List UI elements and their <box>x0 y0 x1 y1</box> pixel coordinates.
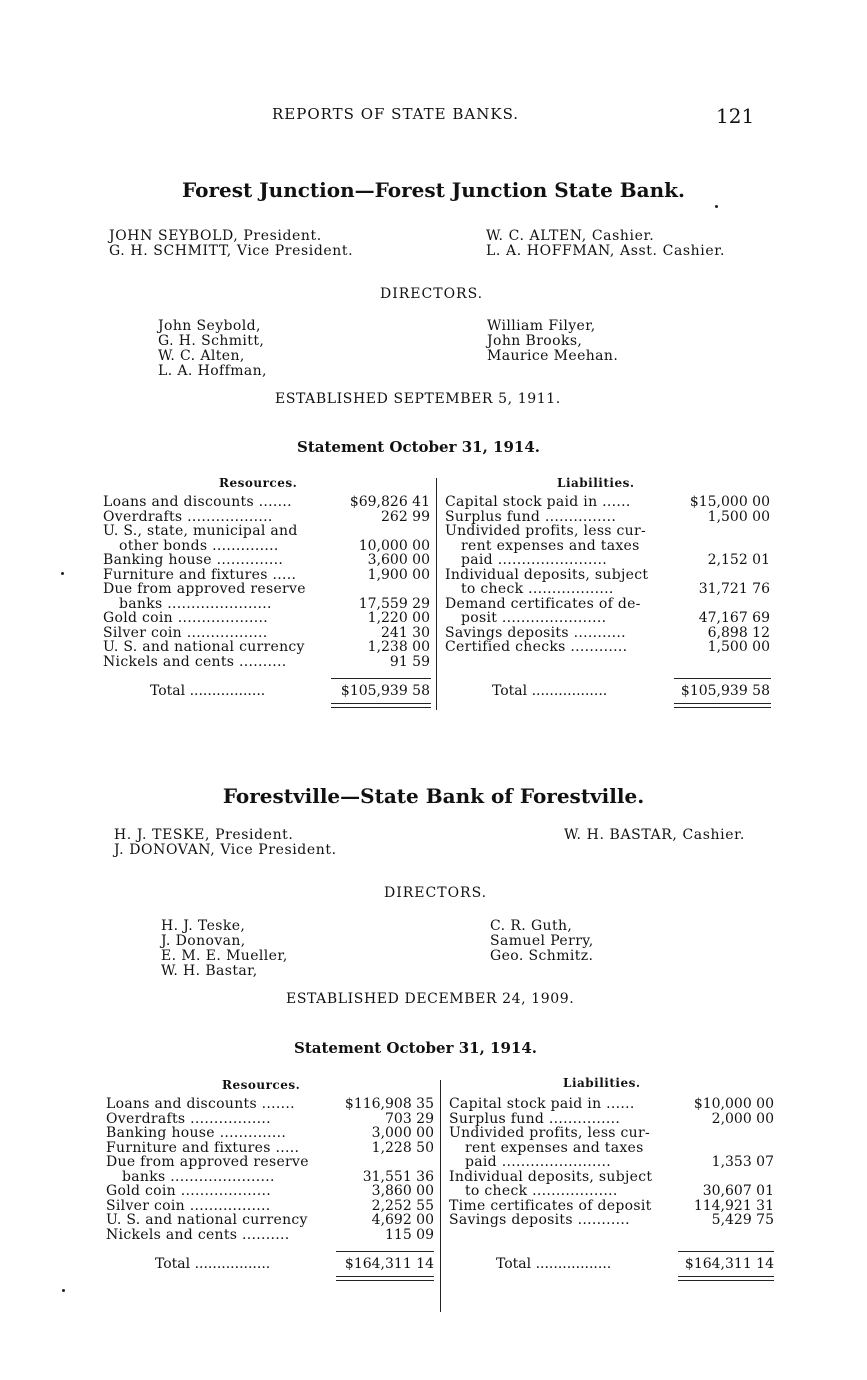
liabilities-list <box>445 495 770 655</box>
line-item-label: rent expenses and taxes <box>465 1139 644 1156</box>
liability-row <box>445 539 770 554</box>
liabilities-total: $164,311 14 <box>684 1256 774 1272</box>
line-item-amount: 1,900 00 <box>367 566 430 583</box>
double-rule <box>678 1276 774 1277</box>
bank-title: Forest Junction—Forest Junction State Bank. <box>182 178 685 202</box>
resource-row <box>106 1126 434 1141</box>
line-item-amount: 17,559 29 <box>358 595 430 612</box>
line-item-amount: 1,500 00 <box>707 508 770 525</box>
resources-total: $164,311 14 <box>344 1256 434 1272</box>
resource-row <box>103 568 430 583</box>
resource-row <box>103 597 430 612</box>
running-title: REPORTS OF STATE BANKS. <box>272 105 520 123</box>
line-item-amount: 2,000 00 <box>711 1110 774 1127</box>
subtotal-rule <box>678 1251 774 1252</box>
resource-row <box>106 1199 434 1214</box>
double-rule <box>336 1276 434 1277</box>
line-item-amount: 1,238 00 <box>367 639 430 655</box>
officer-vice-president: J. DONOVAN, Vice President. <box>114 842 337 858</box>
resources-total: $105,939 58 <box>340 683 430 699</box>
line-item-amount: 1,228 50 <box>371 1139 434 1156</box>
line-item-label: banks ...................... <box>122 1168 275 1185</box>
line-item-label: posit ...................... <box>461 610 607 626</box>
directors-heading: DIRECTORS. <box>380 286 484 302</box>
line-item-label: to check .................. <box>461 581 614 597</box>
resource-row <box>103 611 430 626</box>
line-item-label: Loans and discounts ....... <box>103 494 292 510</box>
officers-right <box>486 229 725 259</box>
liability-row <box>449 1199 774 1214</box>
column-divider <box>440 1080 441 1312</box>
line-item-amount: $116,908 35 <box>344 1096 434 1112</box>
line-item-label: Savings deposits ........... <box>445 624 626 641</box>
line-item-amount: 703 29 <box>385 1110 434 1127</box>
line-item-amount: 47,167 69 <box>698 610 770 626</box>
line-item-label: Overdrafts .................. <box>103 508 273 525</box>
director-name: C. R. Guth, <box>490 918 573 934</box>
resource-row <box>103 510 430 525</box>
line-item-label: other bonds .............. <box>119 537 279 554</box>
line-item-amount: 91 59 <box>389 653 430 670</box>
liability-row <box>445 553 770 568</box>
subtotal-rule <box>336 1251 434 1252</box>
line-item-label: U. S. and national currency <box>103 639 305 655</box>
liability-row <box>445 582 770 597</box>
line-item-label: Individual deposits, subject <box>445 566 649 583</box>
line-item-amount: 30,607 01 <box>702 1183 774 1199</box>
line-item-label: Loans and discounts ....... <box>106 1096 295 1112</box>
line-item-label: Nickels and cents .......... <box>103 653 287 670</box>
officers-right <box>564 828 745 843</box>
line-item-amount: 4,692 00 <box>371 1212 434 1228</box>
director-name: John Brooks, <box>487 333 583 349</box>
liabilities-list <box>449 1097 774 1228</box>
line-item-label: U. S. and national currency <box>106 1212 308 1228</box>
liability-row <box>449 1213 774 1228</box>
line-item-label: Savings deposits ........... <box>449 1212 630 1228</box>
director-name: G. H. Schmitt, <box>158 333 265 349</box>
director-name: Geo. Schmitz. <box>490 948 594 964</box>
resource-row <box>106 1155 434 1170</box>
resource-row <box>103 626 430 641</box>
line-item-label: banks ...................... <box>119 595 272 612</box>
line-item-label: Nickels and cents .......... <box>106 1226 290 1243</box>
directors-right <box>490 919 594 964</box>
double-rule <box>331 707 431 708</box>
line-item-amount: 115 09 <box>385 1226 434 1243</box>
line-item-amount: 3,600 00 <box>367 552 430 568</box>
line-item-label: Banking house .............. <box>106 1125 287 1141</box>
line-item-amount: 6,898 12 <box>707 624 770 641</box>
line-item-amount: 1,500 00 <box>707 639 770 655</box>
resource-row <box>103 640 430 655</box>
column-divider <box>436 478 437 710</box>
liability-row <box>449 1126 774 1141</box>
resources-total-label: Total ................. <box>150 683 266 699</box>
liability-row <box>449 1155 774 1170</box>
resources-list <box>103 495 430 669</box>
resource-row <box>103 553 430 568</box>
resource-row <box>106 1112 434 1127</box>
liability-row <box>445 524 770 539</box>
line-item-label: Time certificates of deposit <box>449 1197 652 1214</box>
line-item-label: Capital stock paid in ...... <box>449 1096 635 1112</box>
line-item-amount: 31,721 76 <box>698 581 770 597</box>
liability-row <box>445 626 770 641</box>
resource-row <box>103 539 430 554</box>
subtotal-rule <box>674 678 771 679</box>
officers-left <box>114 828 337 858</box>
line-item-label: Demand certificates of de- <box>445 595 641 612</box>
line-item-label: Individual deposits, subject <box>449 1168 653 1185</box>
line-item-label: Banking house .............. <box>103 552 284 568</box>
line-item-label: Certified checks ............ <box>445 639 628 655</box>
line-item-label: Surplus fund ............... <box>445 508 617 525</box>
print-speck <box>715 205 718 208</box>
double-rule <box>336 1280 434 1281</box>
line-item-label: Capital stock paid in ...... <box>445 494 631 510</box>
resources-total-label: Total ................. <box>155 1256 271 1272</box>
director-name: L. A. Hoffman, <box>158 363 267 379</box>
director-name: J. Donovan, <box>161 933 246 949</box>
officer-vice-president: G. H. SCHMITT, Vice President. <box>109 243 354 259</box>
liability-row <box>445 640 770 655</box>
director-name: Maurice Meehan. <box>487 348 619 364</box>
line-item-label: paid ....................... <box>465 1154 611 1170</box>
line-item-amount: 2,152 01 <box>707 552 770 568</box>
statement-title: Statement October 31, 1914. <box>297 438 541 456</box>
line-item-label: Silver coin ................. <box>103 624 268 641</box>
line-item-amount: 31,551 36 <box>362 1168 434 1185</box>
director-name: W. C. Alten, <box>158 348 245 364</box>
liability-row <box>449 1112 774 1127</box>
liability-row <box>449 1141 774 1156</box>
line-item-amount: 1,353 07 <box>711 1154 774 1170</box>
line-item-label: rent expenses and taxes <box>461 537 640 554</box>
resource-row <box>106 1097 434 1112</box>
line-item-label: Due from approved reserve <box>103 581 306 597</box>
line-item-amount: 1,220 00 <box>367 610 430 626</box>
double-rule <box>674 707 771 708</box>
liabilities-heading: Liabilities. <box>563 1076 641 1090</box>
line-item-amount: 114,921 31 <box>693 1197 774 1214</box>
line-item-label: Undivided profits, less cur- <box>445 523 647 539</box>
line-item-amount: $10,000 00 <box>693 1096 774 1112</box>
officer-cashier: W. H. BASTAR, Cashier. <box>564 827 745 843</box>
line-item-amount: $69,826 41 <box>349 494 430 510</box>
line-item-amount: 2,252 55 <box>371 1197 434 1214</box>
liability-row <box>449 1170 774 1185</box>
line-item-label: Surplus fund ............... <box>449 1110 621 1127</box>
director-name: John Seybold, <box>158 318 261 334</box>
line-item-amount: 262 99 <box>381 508 430 525</box>
directors-heading: DIRECTORS. <box>384 885 488 901</box>
line-item-amount: 241 30 <box>381 624 430 641</box>
line-item-amount: 3,000 00 <box>371 1125 434 1141</box>
officers-left <box>109 229 353 259</box>
double-rule <box>331 703 431 704</box>
liabilities-total-label: Total ................. <box>492 683 608 699</box>
directors-right <box>487 319 618 364</box>
line-item-amount: $15,000 00 <box>689 494 770 510</box>
resource-row <box>103 495 430 510</box>
liability-row <box>445 510 770 525</box>
line-item-label: Overdrafts ................. <box>106 1110 271 1127</box>
resources-heading: Resources. <box>219 476 298 490</box>
line-item-label: Furniture and fixtures ..... <box>106 1139 300 1156</box>
line-item-label: Furniture and fixtures ..... <box>103 566 297 583</box>
print-speck <box>61 572 64 575</box>
line-item-amount: 5,429 75 <box>711 1212 774 1228</box>
line-item-label: Gold coin ................... <box>103 610 268 626</box>
established-date: ESTABLISHED SEPTEMBER 5, 1911. <box>275 391 561 407</box>
line-item-amount: 3,860 00 <box>371 1183 434 1199</box>
double-rule <box>678 1280 774 1281</box>
resource-row <box>103 582 430 597</box>
statement-title: Statement October 31, 1914. <box>294 1039 538 1057</box>
liabilities-total: $105,939 58 <box>680 683 770 699</box>
line-item-label: Due from approved reserve <box>106 1154 309 1170</box>
line-item-label: Gold coin ................... <box>106 1183 271 1199</box>
page-number: 121 <box>716 104 755 128</box>
directors-left <box>158 319 267 379</box>
resource-row <box>106 1213 434 1228</box>
liability-row <box>445 568 770 583</box>
subtotal-rule <box>331 678 431 679</box>
resource-row <box>106 1184 434 1199</box>
line-item-label: U. S., state, municipal and <box>103 523 298 539</box>
officer-asst-cashier: L. A. HOFFMAN, Asst. Cashier. <box>486 243 726 259</box>
print-speck <box>62 1289 65 1292</box>
line-item-label: Undivided profits, less cur- <box>449 1125 651 1141</box>
director-name: H. J. Teske, <box>161 918 246 934</box>
director-name: W. H. Bastar, <box>161 963 258 979</box>
liability-row <box>445 611 770 626</box>
bank-title: Forestville—State Bank of Forestville. <box>222 784 645 808</box>
resource-row <box>106 1228 434 1243</box>
line-item-label: Silver coin ................. <box>106 1197 271 1214</box>
resource-row <box>106 1141 434 1156</box>
resources-list <box>106 1097 434 1242</box>
officer-president: JOHN SEYBOLD, President. <box>109 228 322 244</box>
director-name: Samuel Perry, <box>490 933 594 949</box>
directors-left <box>161 919 288 979</box>
resource-row <box>103 524 430 539</box>
liability-row <box>445 495 770 510</box>
line-item-label: paid ....................... <box>461 552 607 568</box>
liabilities-heading: Liabilities. <box>557 476 635 490</box>
liability-row <box>445 597 770 612</box>
liability-row <box>449 1097 774 1112</box>
line-item-label: to check .................. <box>465 1183 618 1199</box>
line-item-amount: 10,000 00 <box>358 537 430 554</box>
double-rule <box>674 703 771 704</box>
resources-heading: Resources. <box>222 1078 301 1092</box>
officer-cashier: W. C. ALTEN, Cashier. <box>486 228 655 244</box>
resource-row <box>106 1170 434 1185</box>
liabilities-total-label: Total ................. <box>496 1256 612 1272</box>
officer-president: H. J. TESKE, President. <box>114 827 294 843</box>
established-date: ESTABLISHED DECEMBER 24, 1909. <box>286 991 575 1007</box>
director-name: E. M. E. Mueller, <box>161 948 288 964</box>
resource-row <box>103 655 430 670</box>
liability-row <box>449 1184 774 1199</box>
director-name: William Filyer, <box>487 318 596 334</box>
